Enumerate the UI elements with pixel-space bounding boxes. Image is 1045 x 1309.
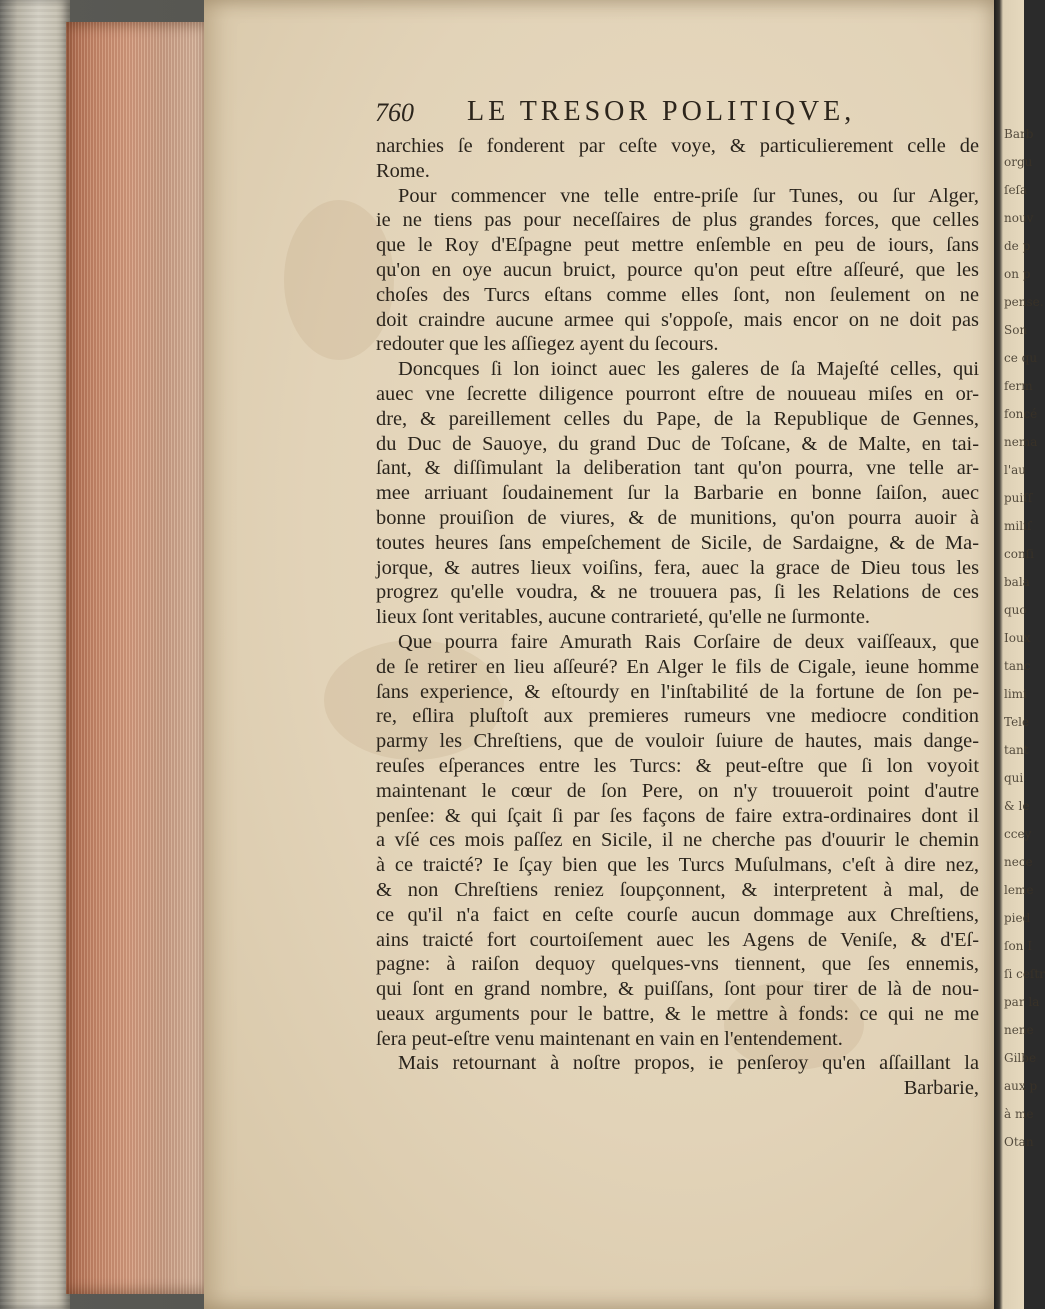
text-line: qu'on en oye aucun bruict, pource qu'on peut eſtre aſſeuré, que les bbox=[376, 258, 979, 281]
page-header bbox=[375, 94, 975, 130]
text-line: toutes heures ſans empeſchement de Sicile, de Sardaigne, & de Ma- bbox=[376, 531, 979, 554]
facing-page-line: bala bbox=[1004, 575, 1030, 589]
text-line: ce qu'il n'a faict en ceſte courſe aucun dommage aux Chreſtiens, bbox=[376, 903, 979, 926]
facing-page-line: ſon I bbox=[1004, 939, 1032, 953]
facing-page-line: tanc bbox=[1004, 659, 1031, 673]
text-line: Rome. bbox=[376, 159, 430, 182]
text-line: ains traicté fort courtoiſement auec les Agens de Veniſe, & d'Eſ- bbox=[376, 928, 979, 951]
text-line: parmy les Chreſtiens, que de vouloir ſuiure de hautes, mais dange- bbox=[376, 730, 979, 753]
facing-page-line: ſeſa bbox=[1004, 183, 1028, 197]
text-line: & non Chreſtiens reniez ſoupçonnent, & interpretent à mal, de bbox=[376, 878, 979, 901]
text-line: lieux ſont veritables, aucune contrarieté, qu'elle ne ſurmonte. bbox=[376, 606, 870, 629]
facing-page-line: ccey bbox=[1004, 827, 1032, 841]
text-line: doit craindre aucune armee qui s'oppoſe, mais encor on ne doit pas bbox=[376, 308, 979, 331]
text-line: ueaux arguments pour le battre, & le mettre à fonds: ce qui ne me bbox=[376, 1002, 979, 1025]
facing-page-line: pense. bbox=[1004, 295, 1044, 309]
text-line: Mais retournant à noſtre propos, ie penſeroy qu'en aſſaillant la bbox=[398, 1052, 979, 1075]
text-line: reuſes eſperances entre les Turcs: & peut-eſtre que ſi lon voyoit bbox=[376, 754, 979, 777]
facing-page-text bbox=[1002, 120, 1045, 1200]
text-line: penſee: & qui ſçait ſi par ſes façons de faire extra-ordinaires dont il bbox=[376, 804, 979, 827]
text-line: redouter que les aſſiegez ayent du ſecours. bbox=[376, 333, 719, 356]
facing-page-line: Gilbe bbox=[1004, 1051, 1037, 1065]
book-cover-board bbox=[0, 0, 70, 1309]
text-line: Que pourra faire Amurath Rais Corſaire de deux vaiſſeaux, que bbox=[398, 630, 979, 653]
text-line: Doncques ſi lon ioinct auec les galeres de ſa Majeſté celles, qui bbox=[398, 358, 979, 381]
text-line: re, eſlira pluſtoſt aux premieres rumeurs vne mediocre condition bbox=[376, 705, 979, 728]
text-line: ſans experience, & eſtourdy en l'inſtabilité de la fortune de ſon pe- bbox=[376, 680, 979, 703]
facing-page-line: nece bbox=[1004, 855, 1033, 869]
text-line: narchies ſe fonderent par ceſte voye, & particulierement celle de bbox=[376, 135, 979, 157]
facing-page-line: limi bbox=[1004, 687, 1027, 701]
facing-page-line: nouv bbox=[1004, 211, 1034, 225]
text-line: ie ne tiens pas pour neceſſaires de plus grandes forces, que celles bbox=[376, 209, 979, 232]
text-line: de ſe retirer en lieu aſſeuré? En Alger le fils de Cigale, ieune homme bbox=[376, 655, 979, 678]
facing-page-line: puiſſ bbox=[1004, 491, 1033, 505]
facing-page-line: Otan bbox=[1004, 1135, 1034, 1149]
page-number: 760 bbox=[375, 98, 414, 127]
facing-page-line: quo bbox=[1004, 603, 1027, 617]
facing-page-line: ferm bbox=[1004, 379, 1033, 393]
text-line: maintenant le cœur de ſon Pere, on n'y trouueroit point d'autre bbox=[376, 779, 979, 802]
facing-page-line: Ioux bbox=[1004, 631, 1031, 645]
text-line: a vſé ces mois paſſez en Sicile, il ne cherche pas d'ouurir le chemin bbox=[376, 829, 979, 852]
facing-page-line: aux p bbox=[1004, 1079, 1038, 1093]
facing-page-line: foncé bbox=[1004, 407, 1038, 421]
catchword: Barbarie, bbox=[903, 1077, 979, 1100]
text-line: Pour commencer vne telle entre-priſe ſur Tunes, ou ſur Alger, bbox=[398, 184, 979, 207]
text-line: dre, & pareillement celles du Pape, de la Republique de Gennes, bbox=[376, 407, 979, 430]
facing-page-line: nene bbox=[1004, 1023, 1034, 1037]
facing-page-line: de p bbox=[1004, 239, 1031, 253]
facing-page-line: conſi bbox=[1004, 547, 1034, 561]
text-line: progrez qu'elle voudra, & ne trouuera pas, ſi les Relations de ces bbox=[376, 581, 979, 604]
facing-page-line: Tele bbox=[1004, 715, 1030, 729]
text-line: ſant, & diſſimulant la deliberation tant qu'on pourra, vne telle ar- bbox=[376, 457, 979, 480]
facing-page-line: on p bbox=[1004, 267, 1031, 281]
text-line: choſes des Turcs eſtans comme elles ſont, non ſeulement on ne bbox=[376, 283, 979, 306]
facing-page-line: qui bbox=[1004, 771, 1024, 785]
text-line: qui ſont en grand nombre, & puiſſans, ſont pour tirer de là de nou- bbox=[376, 978, 979, 1001]
body-text bbox=[376, 134, 979, 1101]
facing-page-line: l'au bbox=[1004, 463, 1027, 477]
text-line: du Duc de Sauoye, du grand Duc de Toſcane, & de Malte, en tai- bbox=[376, 432, 979, 455]
text-line: auec vne ſecrette diligence pourront eſtre de nouueau miſes en or- bbox=[376, 382, 979, 405]
facing-page-line: orgu bbox=[1004, 155, 1033, 169]
facing-page-line: ſi ceſtr bbox=[1004, 967, 1045, 981]
facing-page-line: pied bbox=[1004, 911, 1031, 925]
facing-page-line: Son bbox=[1004, 323, 1028, 337]
text-line: que le Roy d'Eſpagne peut mettre enſemble en peu de iours, ſans bbox=[376, 234, 979, 257]
text-line: mee arriuant ſoudainement ſur la Barbarie en bonne ſaiſon, auec bbox=[376, 482, 979, 505]
facing-page-line: & le bbox=[1004, 799, 1030, 813]
facing-page-line: tant bbox=[1004, 743, 1029, 757]
facing-page-line: à me bbox=[1004, 1107, 1034, 1121]
text-line: à ce traicté? Ie ſçay bien que les Turcs Muſulmans, c'eſt à dire nez, bbox=[376, 854, 979, 877]
text-line: jorque, & autres lieux voiſins, fera, auec la grace de Dieu tous les bbox=[376, 556, 979, 579]
facing-page-line: leme bbox=[1004, 883, 1034, 897]
facing-page bbox=[994, 0, 1045, 1309]
text-line: ſera peut-eſtre venu maintenant en vain en l'entendement. bbox=[376, 1027, 843, 1050]
page-edges bbox=[66, 22, 206, 1294]
facing-page-line: nema bbox=[1004, 435, 1038, 449]
facing-page-line: Barb bbox=[1004, 127, 1034, 141]
facing-page-line: miliſ bbox=[1004, 519, 1032, 533]
text-line: bonne prouiſion de viures, & de munitions, qu'on pourra auoir à bbox=[376, 506, 979, 529]
text-line: pagne: à raiſon dequoy quelques-vns tiennent, que ſes ennemis, bbox=[376, 953, 979, 976]
running-title: LE TRESOR POLITIQVE, bbox=[467, 96, 856, 127]
facing-page-line: par la bbox=[1004, 995, 1040, 1009]
facing-page-line: ce qu bbox=[1004, 351, 1038, 365]
